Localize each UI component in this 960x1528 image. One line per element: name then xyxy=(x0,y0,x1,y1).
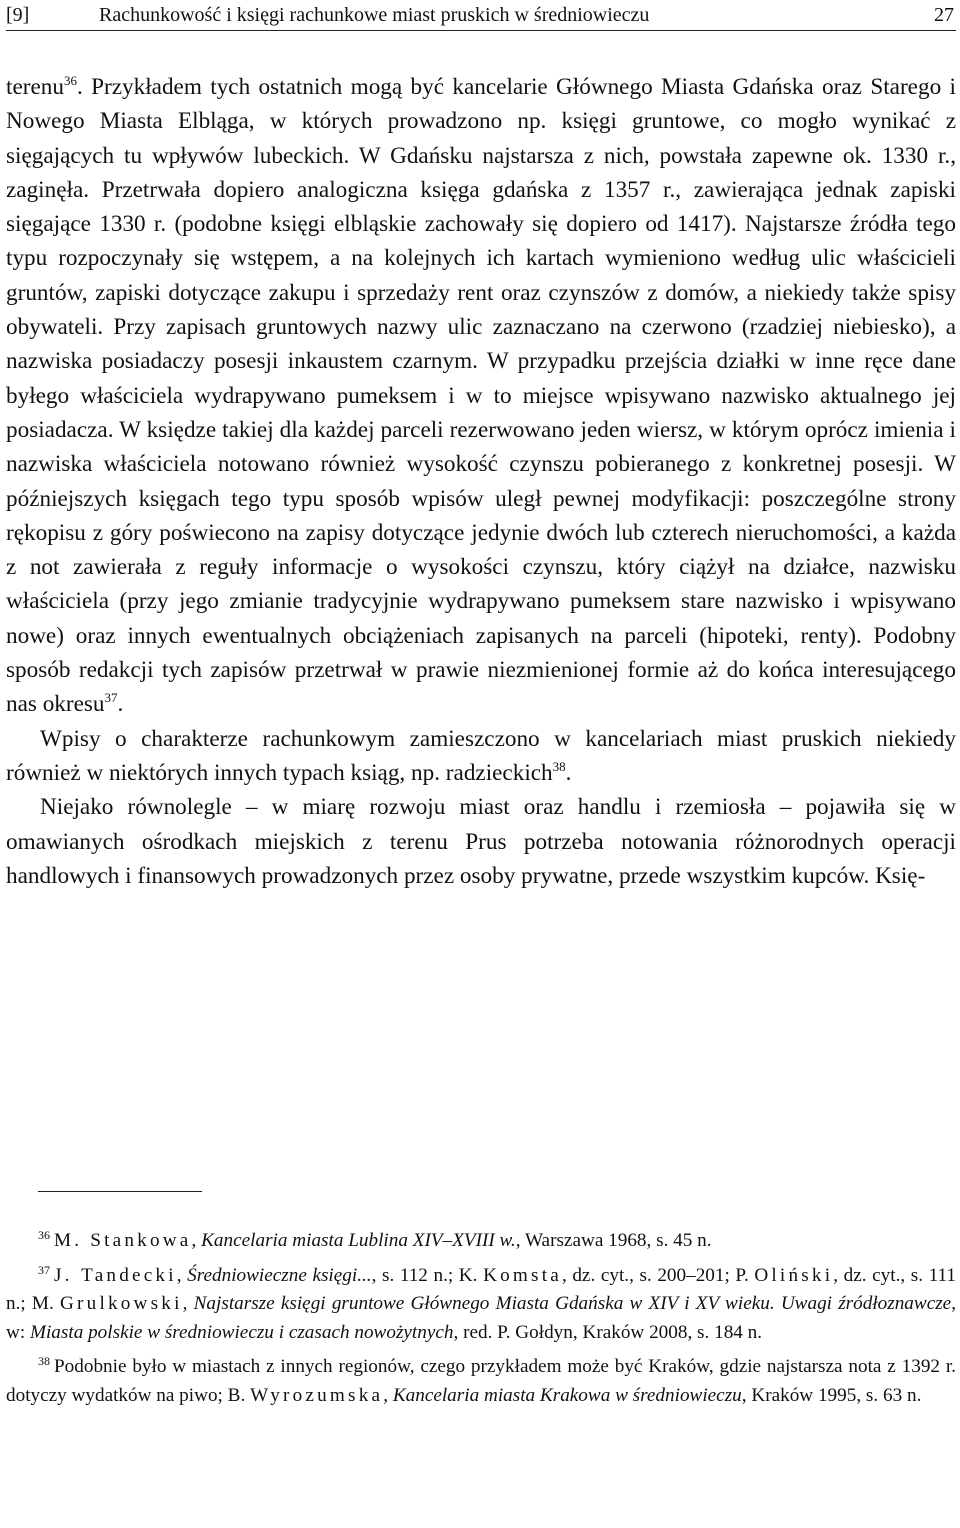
paragraph-1 xyxy=(6,70,956,722)
footnote-38-text: Podobnie było w miastach z innych regionów, czego przykładem może być Kraków, gdzie najstarsza nota z 1392 r. dotyczy wydatków na piwo; B. xyxy=(6,1356,956,1406)
footnote-37-number: 37 xyxy=(38,1262,50,1277)
footnote-ref-37[interactable]: 37 xyxy=(104,690,118,706)
footnote-37-sep-1: , xyxy=(176,1264,188,1286)
footnote-37-mid-3: , dz. cyt., s. 111 n.; M. xyxy=(6,1264,956,1314)
footnote-36-title: Kancelaria miasta Lublina XIV–XVIII w. xyxy=(201,1230,516,1251)
footnote-37-title-4: Najstarsze księgi gruntowe Głównego Miasta Gdańska w XIV i XV wieku. Uwagi źródłoznawcze xyxy=(193,1293,952,1314)
p1-start: terenu xyxy=(6,74,64,100)
p2-text: Wpisy o charakterze rachunkowym zamieszczono w kancelariach miast pruskich niekiedy również w niektórych innych typach ksiąg, np. radzieckich xyxy=(6,725,956,786)
running-title: Rachunkowość i księgi rachunkowe miast pruskich w średniowieczu xyxy=(99,4,650,26)
footnote-37-author-3: Oliński xyxy=(754,1264,834,1286)
footnotes xyxy=(6,1227,956,1416)
document-page xyxy=(6,0,956,1528)
footnote-37-author-1: J. Tandecki xyxy=(54,1264,177,1286)
footnote-37-sep-4: , xyxy=(182,1293,194,1314)
footnote-36 xyxy=(6,1227,956,1256)
footnote-36-author: M. Stankowa xyxy=(54,1230,192,1251)
footnote-36-number: 36 xyxy=(38,1228,50,1242)
p3-text: Niejako równolegle – w miarę rozwoju miast oraz handlu i rzemiosła – pojawiła się w omawianych ośrodkach miejskich z terenu Prus potrzeba notowania różnorodnych operacji handlowych i finansowych prowadzonych przez osoby prywatne, przede wszystkim kupców. Księ- xyxy=(6,794,956,889)
paragraph-3 xyxy=(6,790,956,893)
footnote-37-rest: , red. P. Gołdyn, Kraków 2008, s. 184 n. xyxy=(453,1321,763,1343)
footnote-38-sep: , xyxy=(383,1384,393,1406)
page-number: 27 xyxy=(934,4,954,26)
footnote-ref-38[interactable]: 38 xyxy=(552,758,566,774)
footnote-36-sep: , xyxy=(191,1230,202,1251)
section-number: [9] xyxy=(6,4,30,26)
footnote-38 xyxy=(6,1353,956,1410)
footnote-37-author-4: Grulkowski xyxy=(60,1293,183,1314)
footnote-37 xyxy=(6,1262,956,1348)
p1-end: . xyxy=(117,691,124,718)
footnote-37-mid-2: , dz. cyt., s. 200–201; P. xyxy=(561,1264,755,1286)
footnote-38-rest: , Kraków 1995, s. 63 n. xyxy=(741,1384,922,1406)
footnote-38-title: Kancelaria miasta Krakowa w średniowieczu xyxy=(392,1384,742,1406)
footnote-38-author: Wyrozumska xyxy=(250,1384,384,1406)
body-text xyxy=(6,70,956,893)
p2-end: . xyxy=(565,759,572,786)
running-header xyxy=(6,2,956,31)
p1-main: . Przykładem tych ostatnich mogą być kancelarie Głównego Miasta Gdańska oraz Starego i Nowego Miasta Elbląga, w których prowadzono np. księgi gruntowe, co mogło wynikać z sięgających tu wpływów lubeckich. W Gdańsku najstarsza z nich, powstała zapewne ok. 1330 r., zaginęła. Przetrwała dopiero analogiczna księga gdańska z 1357 r., zawierająca jednak zapiski sięgające 1330 r. (podobne księgi elbląskie zachowały się dopiero od 1417). Najstarsze źródła tego typu rozpoczynały się wstępem, a na kolejnych ich kartach wymieniono według ulic właścicieli gruntów, zapiski dotyczące zakupu i sprzedaży rent oraz czynszów z domów, a niekiedy także spisy obywateli. Przy zapisach gruntowych nazwy ulic zaznaczano na czerwono (rzadziej niebiesko), a nazwiska posiadaczy posesji inkaustem czarnym. W przypadku przejścia działki w inne ręce dane byłego właściciela wydrapywano pumeksem i w to miejsce wpisywano nazwisko aktualnego jej posiadacza. W księdze takiej dla każdej parceli rezerwowano jeden wiersz, w którym oprócz imienia i nazwiska właściciela notowano również wysokość czynszu pobieranego z konkretnej posesji. W późniejszych księgach tego typu sposób wpisów uległ pewnej modyfikacji: poszczególne strony rękopisu z góry poświecono na zapisy dotyczące jedynie dwóch lub czterech nieruchomości, a każda z not zawierała z reguły informacje o wysokości czynszu, który ciążył na działce, nazwisku właściciela (przy jego zmianie tradycyjnie wydrapywano pumeksem stare nazwisko i wpisywano nowe) oraz innych ewentualnych obciążeniach zapisanych na parceli (hipoteki, renty). Podobny sposób redakcji tych zapisów przetrwał w prawie niezmienionej formie aż do końca interesującego nas okresu xyxy=(6,74,956,718)
footnote-37-mid-4: , w: xyxy=(6,1293,956,1343)
footnote-ref-36[interactable]: 36 xyxy=(63,73,77,88)
footnote-38-number: 38 xyxy=(38,1354,50,1368)
footnote-divider xyxy=(38,1191,202,1192)
footnote-37-mid-1: , s. 112 n.; K. xyxy=(371,1264,484,1286)
footnote-36-rest: , Warszawa 1968, s. 45 n. xyxy=(515,1230,712,1251)
footnote-37-title-5: Miasta polskie w średniowieczu i czasach nowożytnych xyxy=(29,1321,454,1343)
footnote-37-title-1: Średniowieczne księgi... xyxy=(187,1264,372,1286)
paragraph-2 xyxy=(6,722,956,791)
footnote-37-author-2: Komsta xyxy=(483,1264,562,1286)
